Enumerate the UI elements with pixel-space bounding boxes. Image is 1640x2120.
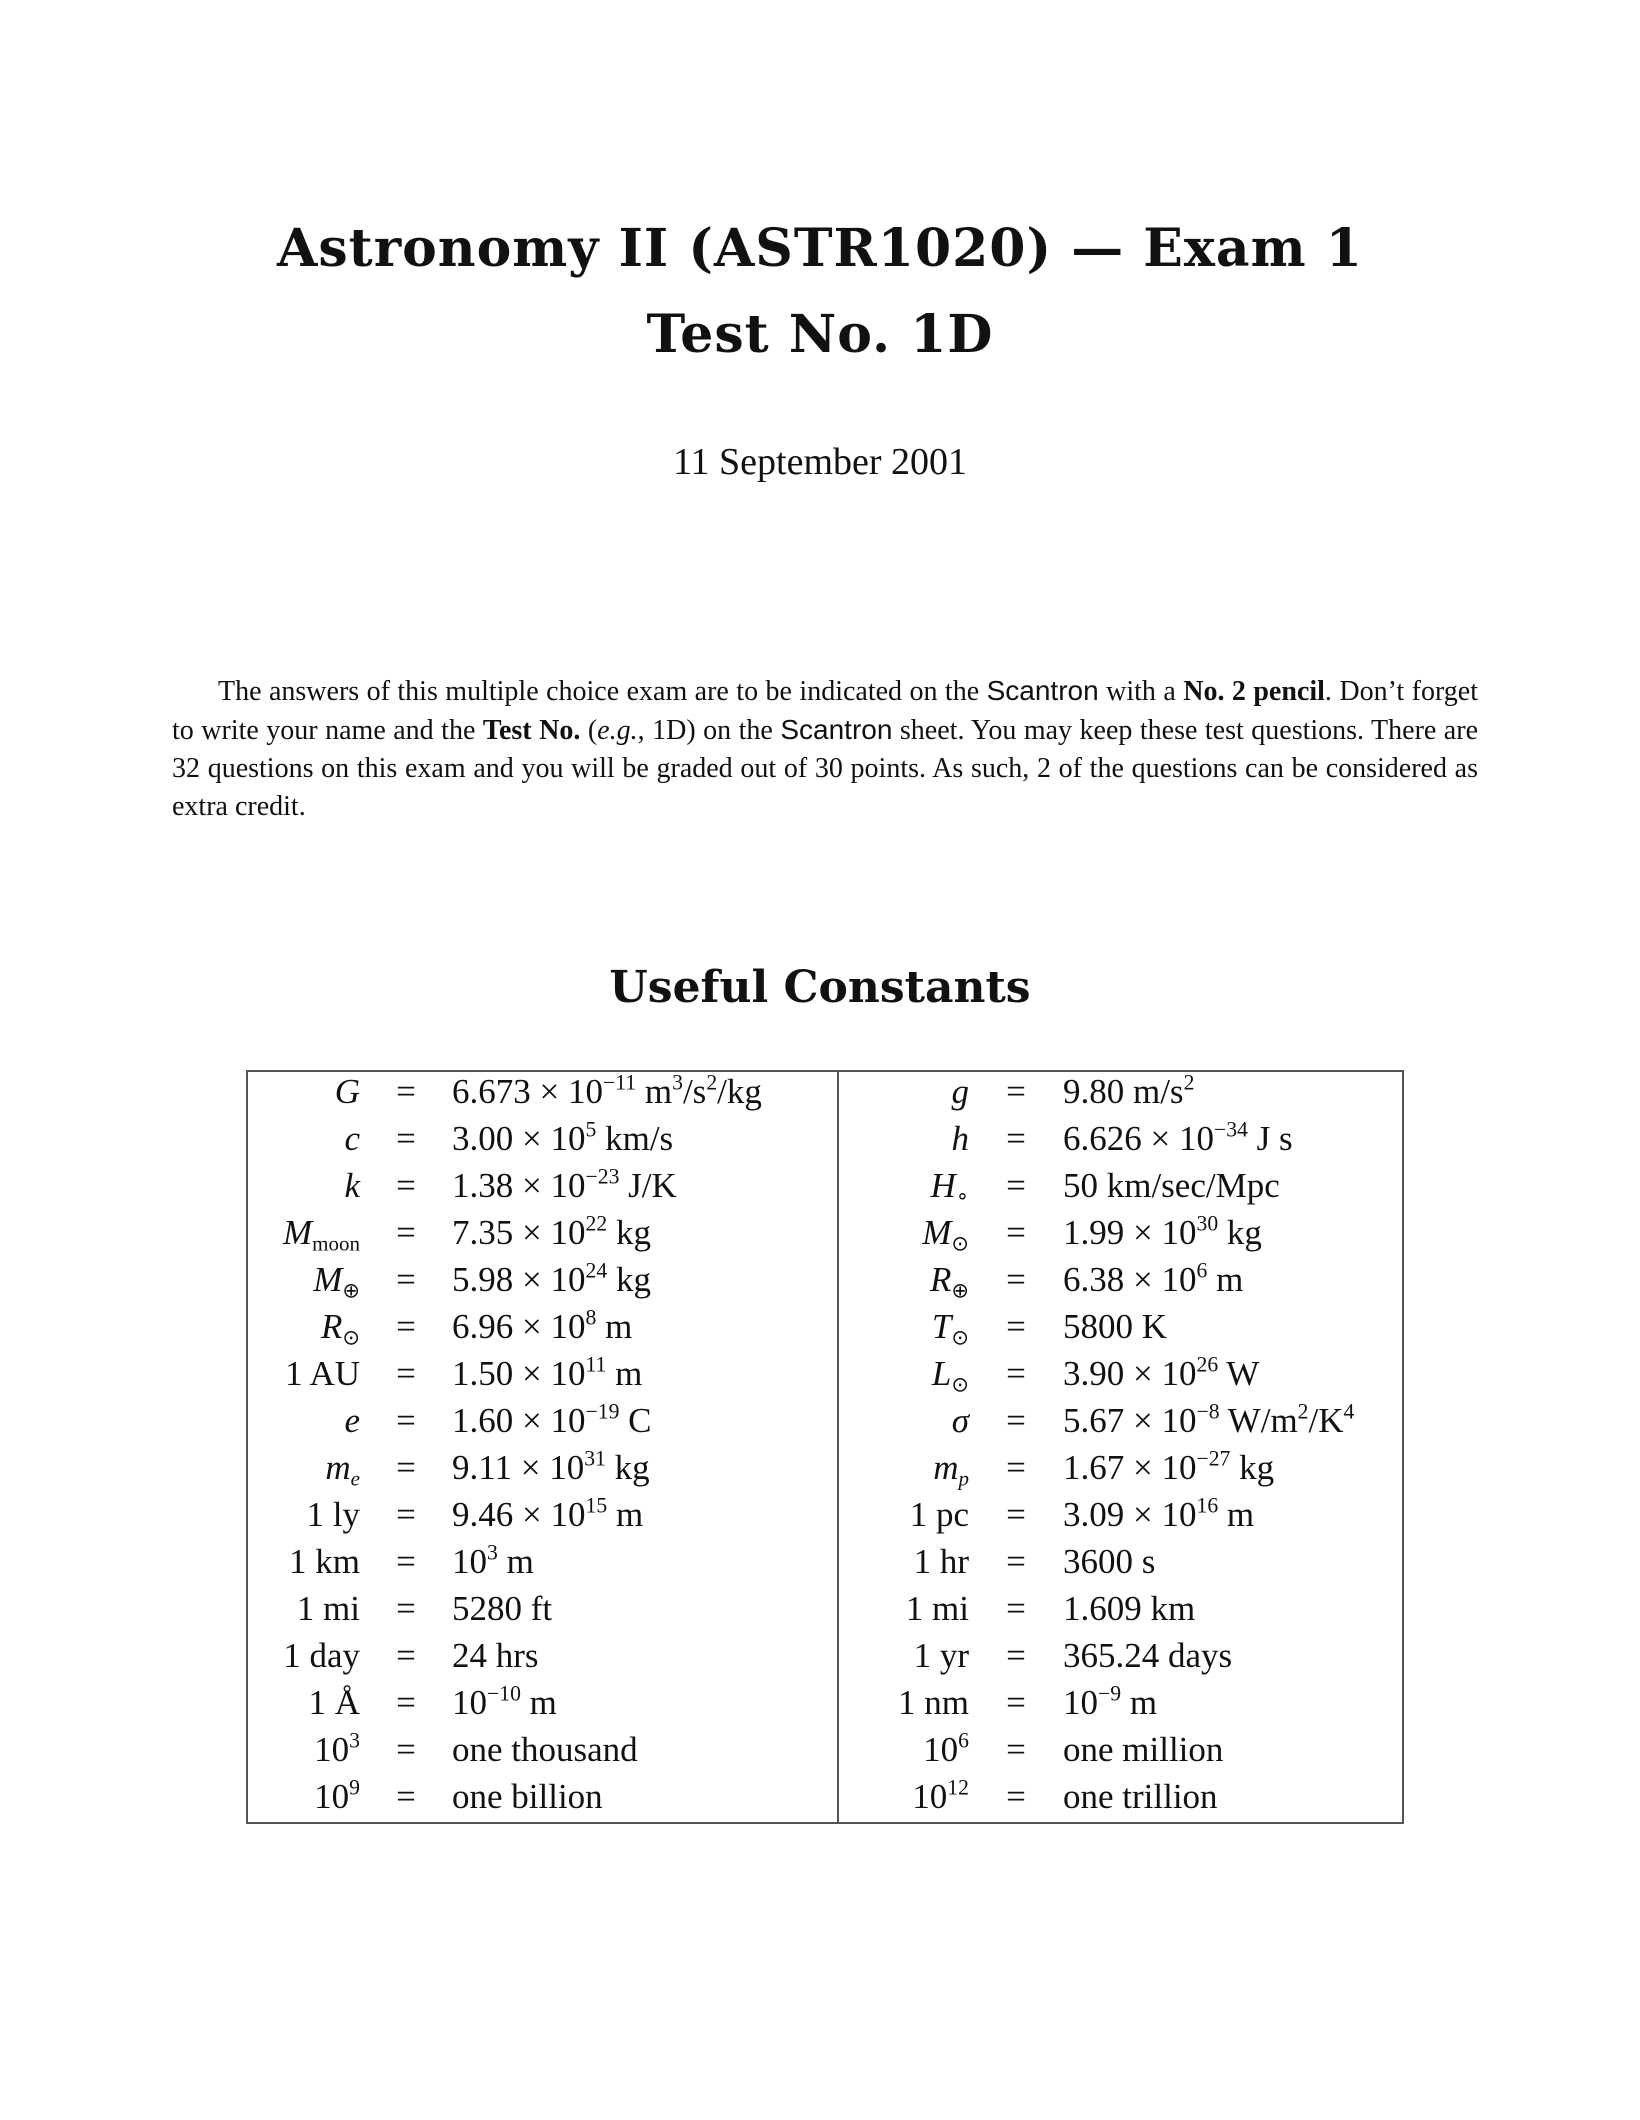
instructions-text: ( — [580, 715, 598, 746]
constant-symbol: $10^3$ — [314, 1728, 360, 1769]
constant-value: 50 km/sec/Mpc — [1062, 1166, 1280, 1205]
constant-symbol: $M_{moon}$ — [283, 1213, 360, 1256]
constant-value: $5.67 \times 10^{-8}$ $W/m^2/K^4$ — [1062, 1399, 1355, 1440]
constant-value: $9.46 \times 10^{15}$ m — [452, 1493, 644, 1534]
constant-symbol: $10^6$ — [923, 1728, 969, 1769]
equals-sign: = — [396, 1448, 416, 1487]
constant-symbol: 1 mi — [905, 1589, 969, 1628]
instructions-paragraph — [172, 672, 1478, 826]
constant-value: 9.80 $m/s^2$ — [1062, 1070, 1195, 1111]
equals-sign: = — [396, 1636, 416, 1675]
equals-sign: = — [1006, 1542, 1026, 1581]
constant-row-left — [248, 1166, 837, 1213]
constants-heading: Useful Constants — [609, 962, 1031, 1013]
constant-symbol: $m_p$ — [933, 1448, 969, 1491]
constant-symbol: 1 pc — [909, 1495, 969, 1534]
constant-row-right — [839, 1119, 1402, 1166]
constant-value: $10^{-10}$ m — [452, 1681, 557, 1722]
constants-column-right — [839, 1072, 1402, 1822]
constant-row-right — [839, 1683, 1402, 1730]
eg-abbrev: e.g. — [597, 715, 638, 746]
equals-sign: = — [396, 1072, 416, 1111]
constant-row-right — [839, 1166, 1402, 1213]
constant-symbol: $M_\oplus$ — [313, 1260, 360, 1303]
constant-symbol: $R_\oplus$ — [929, 1260, 969, 1303]
constant-symbol: 1 Å — [308, 1683, 360, 1722]
equals-sign: = — [1006, 1354, 1026, 1393]
constant-row-right — [839, 1260, 1402, 1307]
constant-row-right — [839, 1589, 1402, 1636]
equals-sign: = — [1006, 1448, 1026, 1487]
equals-sign: = — [1006, 1777, 1026, 1816]
constant-symbol: c — [344, 1119, 360, 1158]
constant-row-left — [248, 1683, 837, 1730]
equals-sign: = — [1006, 1683, 1026, 1722]
test-no-term: Test No. — [482, 715, 581, 746]
equals-sign: = — [396, 1354, 416, 1393]
constant-row-left — [248, 1119, 837, 1166]
equals-sign: = — [1006, 1307, 1026, 1346]
constant-value: $6.626 \times 10^{-34}$ J s — [1062, 1117, 1293, 1158]
constant-value: $3.90 \times 10^{26}$ W — [1062, 1352, 1260, 1393]
constant-symbol: $H_\circ$ — [930, 1166, 969, 1209]
scantron-term: Scantron — [986, 675, 1099, 706]
constant-value: one billion — [452, 1777, 603, 1816]
constant-value: $3.00 \times 10^5$ km/s — [452, 1117, 674, 1158]
constant-value: $1.60 \times 10^{-19}$ C — [452, 1399, 652, 1440]
constant-row-left — [248, 1260, 837, 1307]
constant-row-left — [248, 1589, 837, 1636]
equals-sign: = — [396, 1589, 416, 1628]
equals-sign: = — [1006, 1589, 1026, 1628]
equals-sign: = — [396, 1542, 416, 1581]
instructions-text: with a — [1098, 676, 1184, 707]
constant-symbol: σ — [951, 1401, 969, 1440]
constant-row-left — [248, 1448, 837, 1495]
equals-sign: = — [396, 1730, 416, 1769]
equals-sign: = — [1006, 1213, 1026, 1252]
constant-symbol: $L_⊙$ — [931, 1354, 969, 1397]
equals-sign: = — [1006, 1119, 1026, 1158]
constant-row-right — [839, 1401, 1402, 1448]
constant-symbol: 1 ly — [306, 1495, 360, 1534]
constant-value: $1.99 \times 10^{30}$ kg — [1062, 1211, 1262, 1252]
instructions-text: The answers of this multiple choice exam are to be indicated on the — [218, 676, 987, 707]
constant-row-right — [839, 1307, 1402, 1354]
constant-value: $5.98 \times 10^{24}$ kg — [452, 1258, 651, 1299]
test-number: Test No. 1D — [646, 304, 994, 365]
exam-title: Astronomy II (ASTR1020) — Exam 1 — [277, 218, 1363, 279]
equals-sign: = — [1006, 1495, 1026, 1534]
equals-sign: = — [396, 1119, 416, 1158]
constant-value: one trillion — [1062, 1777, 1218, 1816]
constant-symbol: $10^9$ — [314, 1775, 360, 1816]
equals-sign: = — [1006, 1260, 1026, 1299]
constant-symbol: $10^{12}$ — [912, 1775, 969, 1816]
constant-value: $10^{-9}$ m — [1062, 1681, 1158, 1722]
constant-value: $6.673 \times 10^{-11}$ $m^3/s^2/kg$ — [452, 1070, 762, 1111]
constant-symbol: 1 day — [283, 1636, 360, 1675]
equals-sign: = — [396, 1401, 416, 1440]
constant-row-left — [248, 1401, 837, 1448]
constant-symbol: g — [951, 1072, 969, 1111]
constant-value: one thousand — [452, 1730, 638, 1769]
constant-row-right — [839, 1542, 1402, 1589]
equals-sign: = — [396, 1307, 416, 1346]
constant-row-right — [839, 1448, 1402, 1495]
equals-sign: = — [1006, 1730, 1026, 1769]
instructions-text: . Don’t forget to write your name and the — [172, 676, 1478, 746]
constant-symbol: e — [344, 1401, 360, 1440]
constant-value: 5280 ft — [452, 1589, 553, 1628]
constant-row-left — [248, 1777, 837, 1824]
constant-row-right — [839, 1072, 1402, 1119]
constant-value: 365.24 days — [1062, 1636, 1233, 1675]
instructions-text: sheet. You may keep these test questions. There are 32 questions on this exam and you will be graded out of 30 points. As such, 2 of the questions can be considered as extra credit. — [172, 715, 1478, 822]
constant-symbol: 1 mi — [296, 1589, 360, 1628]
constant-symbol: $T_⊙$ — [931, 1307, 969, 1350]
constant-symbol: k — [344, 1166, 360, 1205]
constant-row-left — [248, 1542, 837, 1589]
equals-sign: = — [396, 1683, 416, 1722]
constant-row-left — [248, 1213, 837, 1260]
constant-value: $6.38 \times 10^6$ m — [1062, 1258, 1244, 1299]
constant-row-left — [248, 1636, 837, 1683]
constant-symbol: $M_⊙$ — [922, 1213, 969, 1256]
exam-date: 11 September 2001 — [672, 441, 968, 483]
constant-row-left — [248, 1307, 837, 1354]
constant-value: $9.11 \times 10^{31}$ kg — [452, 1446, 650, 1487]
constant-value: 24 hrs — [452, 1636, 539, 1675]
equals-sign: = — [396, 1260, 416, 1299]
constant-row-right — [839, 1777, 1402, 1824]
constant-value: $1.38 \times 10^{-23}$ J/K — [452, 1164, 677, 1205]
constant-row-right — [839, 1354, 1402, 1401]
constant-value: $6.96 \times 10^8$ m — [452, 1305, 633, 1346]
constant-symbol: G — [334, 1072, 360, 1111]
constant-value: $7.35 \times 10^{22}$ kg — [452, 1211, 651, 1252]
constant-value: one million — [1062, 1730, 1224, 1769]
constant-symbol: h — [951, 1119, 969, 1158]
constant-symbol: $m_e$ — [325, 1448, 360, 1491]
constants-column-left — [248, 1072, 839, 1822]
scantron-term: Scantron — [780, 714, 893, 745]
constant-symbol: 1 nm — [898, 1683, 969, 1722]
equals-sign: = — [396, 1166, 416, 1205]
constant-row-right — [839, 1730, 1402, 1777]
equals-sign: = — [1006, 1072, 1026, 1111]
constant-row-right — [839, 1213, 1402, 1260]
equals-sign: = — [1006, 1636, 1026, 1675]
equals-sign: = — [396, 1777, 416, 1816]
constant-value: $1.50 \times 10^{11}$ m — [452, 1352, 643, 1393]
instructions-text: , 1D) on the — [637, 715, 781, 746]
constant-value: $3.09 \times 10^{16}$ m — [1062, 1493, 1255, 1534]
constant-value: 3600 s — [1062, 1542, 1156, 1581]
constant-row-right — [839, 1495, 1402, 1542]
constant-row-right — [839, 1636, 1402, 1683]
constant-value: 5800 K — [1062, 1307, 1168, 1346]
constant-symbol: 1 yr — [913, 1636, 969, 1675]
pencil-requirement: No. 2 pencil — [1183, 676, 1325, 707]
constant-row-left — [248, 1730, 837, 1777]
constant-symbol: 1 km — [289, 1542, 360, 1581]
constant-value: $10^3$ m — [452, 1540, 534, 1581]
constant-row-left — [248, 1072, 837, 1119]
constant-symbol: 1 hr — [913, 1542, 969, 1581]
constants-table — [246, 1070, 1404, 1824]
constant-row-left — [248, 1495, 837, 1542]
equals-sign: = — [396, 1495, 416, 1534]
constant-symbol: $R_⊙$ — [321, 1307, 360, 1350]
constant-value: $1.67 \times 10^{-27}$ kg — [1062, 1446, 1275, 1487]
constant-symbol: 1 AU — [285, 1354, 360, 1393]
equals-sign: = — [1006, 1166, 1026, 1205]
equals-sign: = — [1006, 1401, 1026, 1440]
equals-sign: = — [396, 1213, 416, 1252]
constant-row-left — [248, 1354, 837, 1401]
constant-value: 1.609 km — [1062, 1589, 1196, 1628]
